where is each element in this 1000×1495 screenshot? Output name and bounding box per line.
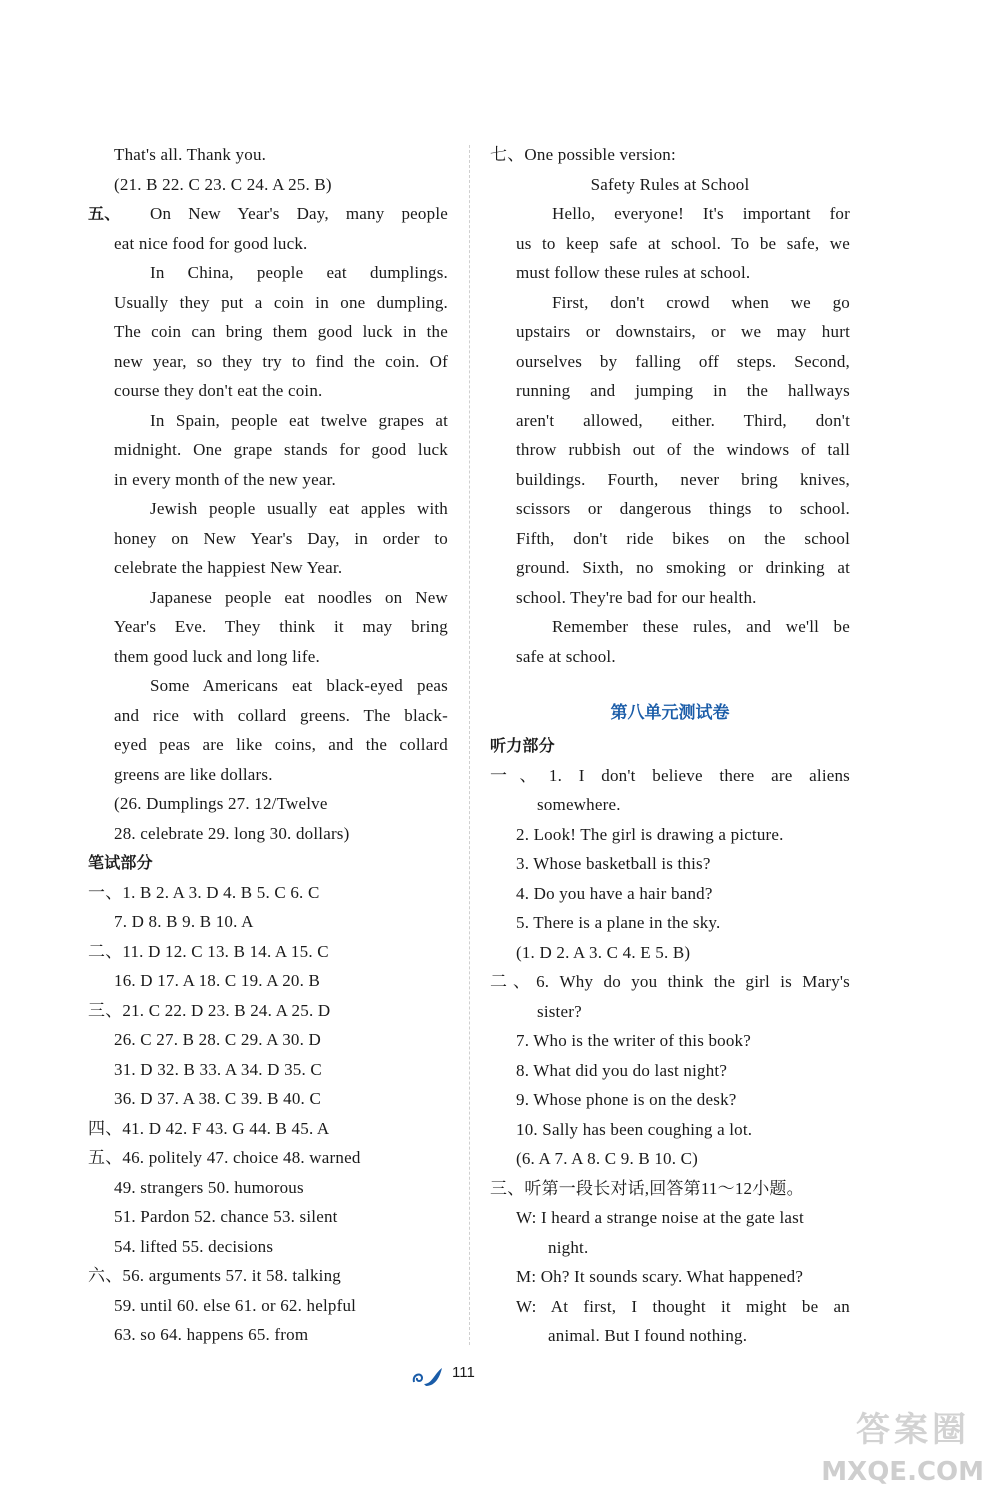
answer-line: 7. D 8. B 9. B 10. A <box>114 912 254 931</box>
text-line: greens are like dollars. <box>114 764 273 784</box>
dialogue-line: W: At first, I thought it might be an <box>516 1296 850 1316</box>
text-line: The coin can bring them good luck in the <box>114 322 448 341</box>
script-line: 2. Look! The girl is drawing a picture. <box>516 824 784 844</box>
text-line: running and jumping in the hallways <box>516 381 850 400</box>
script-line: 3. Whose basketball is this? <box>516 854 711 873</box>
text-line: First, don't crowd when we go <box>552 292 850 312</box>
answer-line: 二、11. D 12. C 13. B 14. A 15. C <box>88 941 329 961</box>
text-line: in every month of the new year. <box>114 469 336 489</box>
script-line: 4. Do you have a hair band? <box>516 883 713 903</box>
text-line: Year's Eve. They think it may bring <box>114 617 448 636</box>
answer-line: 51. Pardon 52. chance 53. silent <box>114 1207 338 1226</box>
text-line: In Spain, people eat twelve grapes at <box>150 410 448 430</box>
text-line: That's all. Thank you. <box>114 145 267 164</box>
text-line: throw rubbish out of the windows of tall <box>516 440 850 459</box>
text-line: ourselves by falling off steps. Second, <box>516 351 850 371</box>
column-divider <box>469 145 470 1345</box>
text-line: honey on New Year's Day, in order to <box>114 528 448 548</box>
text-line: upstairs or downstairs, or we may hurt <box>516 322 850 341</box>
text-line: midnight. One grape stands for good luck <box>114 440 448 459</box>
answer-line: 16. D 17. A 18. C 19. A 20. B <box>114 971 321 990</box>
script-line: 二、6. Why do you think the girl is Mary's <box>490 972 850 991</box>
answer-line: 四、41. D 42. F 43. G 44. B 45. A <box>88 1118 330 1138</box>
section-marker: 五、 <box>88 204 121 223</box>
text-line: Jewish people usually eat apples with <box>150 499 448 518</box>
unit-test-title: 第八单元测试卷 <box>610 703 730 723</box>
essay-title: Safety Rules at School <box>590 174 750 194</box>
text-line: Fifth, don't ride bikes on the school <box>516 528 850 548</box>
dialogue-line: animal. But I found nothing. <box>548 1326 748 1345</box>
answer-line: 六、56. arguments 57. it 58. talking <box>88 1266 341 1285</box>
text-line: safe at school. <box>516 646 616 666</box>
text-line: Hello, everyone! It's important for <box>552 204 850 223</box>
text-line: us to keep safe at school. To be safe, we <box>516 233 850 253</box>
answer-line: 36. D 37. A 38. C 39. B 40. C <box>114 1089 321 1108</box>
dialogue-line: night. <box>548 1237 589 1257</box>
answer-line: (21. B 22. C 23. C 24. A 25. B) <box>114 174 332 194</box>
text-line: 五、 On New Year's Day, many people <box>88 199 448 229</box>
answer-line: (6. A 7. A 8. C 9. B 10. C) <box>516 1149 699 1168</box>
page-number: 111 <box>452 1364 475 1381</box>
script-line: 10. Sally has been coughing a lot. <box>516 1119 753 1139</box>
dialogue-line: W: I heard a strange noise at the gate last <box>516 1208 804 1227</box>
text-line: Japanese people eat noodles on New <box>150 587 448 607</box>
watermark-url: MXQE.COM <box>821 1457 984 1487</box>
text-line: eat nice food for good luck. <box>114 233 308 253</box>
answer-line: 五、46. politely 47. choice 48. warned <box>88 1148 361 1167</box>
answer-line: 28. celebrate 29. long 30. dollars) <box>114 823 350 843</box>
answer-line: 31. D 32. B 33. A 34. D 35. C <box>114 1059 322 1079</box>
text-line: them good luck and long life. <box>114 646 320 666</box>
answer-line: (26. Dumplings 27. 12/Twelve <box>114 794 328 813</box>
listening-part-heading: 听力部分 <box>490 736 555 755</box>
text-line: course they don't eat the coin. <box>114 381 323 400</box>
answer-line: 一、1. B 2. A 3. D 4. B 5. C 6. C <box>88 882 320 902</box>
text-line: buildings. Fourth, never bring knives, <box>516 469 850 489</box>
text-line: scissors or dangerous things to school. <box>516 499 850 518</box>
script-line: sister? <box>537 1001 582 1021</box>
watermark-logo: 答案圈 <box>856 1410 970 1450</box>
text-line: Usually they put a coin in one dumpling. <box>114 292 448 312</box>
text-line: celebrate the happiest New Year. <box>114 558 343 577</box>
page-footer <box>410 1362 530 1392</box>
text-line: must follow these rules at school. <box>516 263 751 282</box>
answer-line: 59. until 60. else 61. or 62. helpful <box>114 1295 357 1315</box>
script-line: 9. Whose phone is on the desk? <box>516 1090 737 1109</box>
text-line: and rice with collard greens. The black- <box>114 705 448 725</box>
answer-line: (1. D 2. A 3. C 4. E 5. B) <box>516 942 691 962</box>
answer-line: 49. strangers 50. humorous <box>114 1177 304 1197</box>
dialogue-line: M: Oh? It sounds scary. What happened? <box>516 1267 804 1286</box>
written-part-heading: 笔试部分 <box>88 853 153 872</box>
right-column <box>490 140 850 1351</box>
text-line: ground. Sixth, no smoking or drinking at <box>516 558 850 577</box>
text-line: aren't allowed, either. Third, don't <box>516 410 850 430</box>
script-line: 7. Who is the writer of this book? <box>516 1031 752 1050</box>
answer-line: 63. so 64. happens 65. from <box>114 1325 309 1344</box>
section-heading: 七、One possible version: <box>490 145 676 164</box>
text-line: Some Americans eat black-eyed peas <box>150 676 448 695</box>
text-line: Remember these rules, and we'll be <box>552 617 850 636</box>
script-line: somewhere. <box>537 795 621 814</box>
text-line: school. They're bad for our health. <box>516 587 757 607</box>
section-heading: 三、听第一段长对话,回答第11～12小题。 <box>490 1178 804 1198</box>
answer-line: 三、21. C 22. D 23. B 24. A 25. D <box>88 1000 331 1020</box>
swirl-ornament-icon <box>410 1364 448 1390</box>
text-line: new year, so they try to find the coin. Of <box>114 351 448 371</box>
script-line: 5. There is a plane in the sky. <box>516 913 721 932</box>
text-line: eyed peas are like coins, and the collard <box>114 735 448 754</box>
script-line: 8. What did you do last night? <box>516 1060 728 1080</box>
text-line: In China, people eat dumplings. <box>150 263 448 282</box>
script-line: 一、1. I don't believe there are aliens <box>490 765 850 785</box>
answer-line: 54. lifted 55. decisions <box>114 1236 274 1256</box>
left-column <box>88 140 448 1350</box>
answer-line: 26. C 27. B 28. C 29. A 30. D <box>114 1030 321 1049</box>
